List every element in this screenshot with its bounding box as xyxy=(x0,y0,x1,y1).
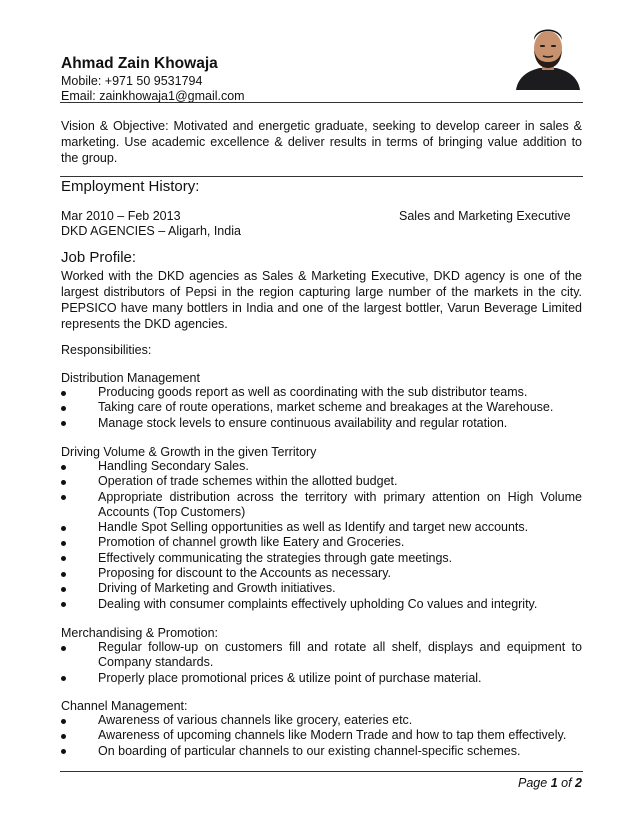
list-item: Proposing for discount to the Accounts as necessary. xyxy=(61,566,582,581)
list-item: Regular follow-up on customers fill and rotate all shelf, displays and equipment to Company standards. xyxy=(61,640,582,671)
employment-dates: Mar 2010 – Feb 2013 xyxy=(61,209,181,223)
bullet-icon xyxy=(61,676,66,681)
profile-photo xyxy=(514,18,582,90)
bullet-icon xyxy=(61,480,66,485)
section-title-merchandising: Merchandising & Promotion: xyxy=(61,626,219,640)
bullet-icon xyxy=(61,465,66,470)
page-number: Page 1 of 2 xyxy=(518,776,582,790)
list-item: Operation of trade schemes within the allotted budget. xyxy=(61,474,582,489)
driving-volume-list xyxy=(61,459,582,612)
employment-company: DKD AGENCIES – Aligarh, India xyxy=(61,224,241,238)
bullet-icon xyxy=(61,719,66,724)
bullet-icon xyxy=(61,556,66,561)
employment-heading: Employment History: xyxy=(61,178,200,195)
list-item: Properly place promotional prices & utilize point of purchase material. xyxy=(61,671,582,686)
section-title-channel: Channel Management: xyxy=(61,699,188,713)
list-item: Appropriate distribution across the territory with primary attention on High Volume Accounts (Top Customers) xyxy=(61,490,582,521)
bullet-icon xyxy=(61,406,66,411)
list-item: Awareness of upcoming channels like Modern Trade and how to tap them effectively. xyxy=(61,728,582,743)
list-item: Handling Secondary Sales. xyxy=(61,459,582,474)
employment-role: Sales and Marketing Executive xyxy=(399,209,571,223)
bullet-icon xyxy=(61,602,66,607)
channel-list xyxy=(61,713,582,759)
bullet-icon xyxy=(61,587,66,592)
mobile-number: Mobile: +971 50 9531794 xyxy=(61,74,203,88)
list-item: Effectively communicating the strategies through gate meetings. xyxy=(61,551,582,566)
section-title-driving-volume: Driving Volume & Growth in the given Territory xyxy=(61,445,317,459)
header-divider xyxy=(60,102,583,103)
job-profile-heading: Job Profile: xyxy=(61,249,137,266)
list-item: Producing goods report as well as coordinating with the sub distributor teams. xyxy=(61,385,582,400)
bullet-icon xyxy=(61,541,66,546)
bullet-icon xyxy=(61,526,66,531)
section-title-distribution: Distribution Management xyxy=(61,371,200,385)
list-item: Taking care of route operations, market scheme and breakages at the Warehouse. xyxy=(61,400,582,415)
candidate-name: Ahmad Zain Khowaja xyxy=(61,55,218,72)
list-item: Handle Spot Selling opportunities as well as Identify and target new accounts. xyxy=(61,520,582,535)
email-address: Email: zainkhowaja1@gmail.com xyxy=(61,89,245,103)
bullet-icon xyxy=(61,495,66,500)
list-item: Manage stock levels to ensure continuous availability and regular rotation. xyxy=(61,416,582,431)
footer-divider xyxy=(60,771,583,772)
bullet-icon xyxy=(61,391,66,396)
distribution-list xyxy=(61,385,582,431)
list-item: Promotion of channel growth like Eatery and Groceries. xyxy=(61,535,582,550)
employment-divider xyxy=(60,176,583,177)
merchandising-list xyxy=(61,640,582,686)
list-item: Dealing with consumer complaints effectively upholding Co values and integrity. xyxy=(61,597,582,612)
responsibilities-label: Responsibilities: xyxy=(61,343,152,357)
bullet-icon xyxy=(61,421,66,426)
bullet-icon xyxy=(61,749,66,754)
bullet-icon xyxy=(61,734,66,739)
bullet-icon xyxy=(61,646,66,651)
list-item: On boarding of particular channels to our existing channel-specific schemes. xyxy=(61,744,582,759)
objective-statement: Vision & Objective: Motivated and energetic graduate, seeking to develop career in sales & marketing. Use academic excellence & deliver results in terms of bringing value addition to the group. xyxy=(61,119,582,165)
job-profile-text: Worked with the DKD agencies as Sales & Marketing Executive, DKD agency is one of the largest distributors of Pepsi in the region capturing large number of the markets in the city. PEPSICO have many bottlers in India and one of the largest bottler, Varun Beverage Limited represents the DKD agencies. xyxy=(61,269,582,331)
list-item: Driving of Marketing and Growth initiatives. xyxy=(61,581,582,596)
bullet-icon xyxy=(61,572,66,577)
list-item: Awareness of various channels like grocery, eateries etc. xyxy=(61,713,582,728)
